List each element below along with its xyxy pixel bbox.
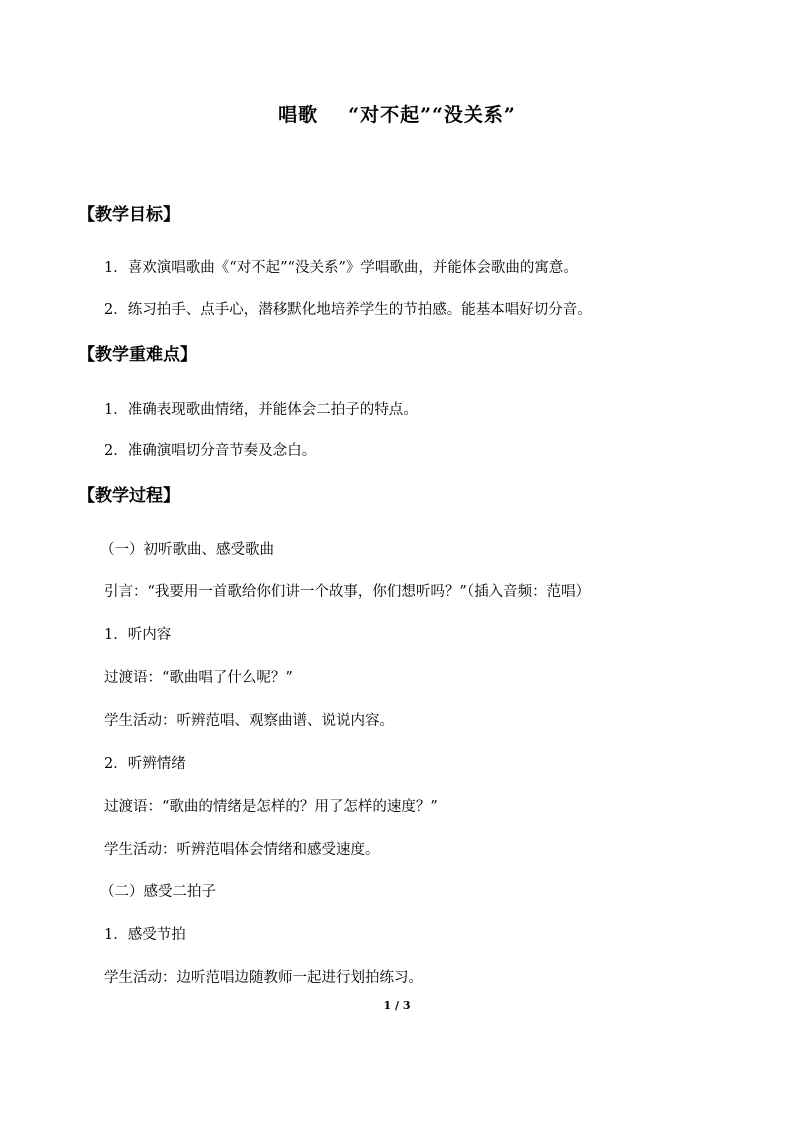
key-point-item: 2．准确演唱切分音节奏及念白。 (104, 443, 317, 459)
process-line: 学生活动：听辨范唱体会情绪和感受速度。 (104, 842, 380, 858)
objective-item: 1．喜欢演唱歌曲《“对不起”“没关系”》学唱歌曲，并能体会歌曲的寓意。 (104, 260, 578, 276)
page-title (0, 106, 794, 125)
process-subheading: （一）初听歌曲、感受歌曲 (100, 542, 274, 558)
process-line: 1．听内容 (104, 627, 172, 643)
process-line: 过渡语：“歌曲唱了什么呢？” (104, 670, 293, 686)
process-line: 过渡语：“歌曲的情绪是怎样的？用了怎样的速度？” (104, 799, 438, 815)
objective-item: 2．练习拍手、点手心，潜移默化地培养学生的节拍感。能基本唱好切分音。 (104, 302, 592, 318)
process-line: 学生活动：边听范唱边随教师一起进行划拍练习。 (104, 970, 423, 986)
process-line: 1．感受节拍 (104, 927, 186, 943)
title-part-1: 唱歌 (278, 104, 319, 126)
process-line: 引言：“我要用一首歌给你们讲一个故事，你们想听吗？”（插入音频：范唱） (104, 584, 591, 600)
process-subheading: （二）感受二拍子 (100, 884, 216, 900)
process-line: 学生活动：听辨范唱、观察曲谱、说说内容。 (104, 713, 394, 729)
section-heading-objectives: 【教学目标】 (78, 205, 180, 225)
key-point-item: 1．准确表现歌曲情绪，并能体会二拍子的特点。 (104, 402, 418, 418)
page-indicator: 1 / 3 (383, 999, 411, 1012)
title-part-2: “对不起”“没关系” (348, 104, 516, 126)
process-line: 2．听辨情绪 (104, 756, 186, 772)
section-heading-key-points: 【教学重难点】 (78, 345, 197, 365)
section-heading-process: 【教学过程】 (78, 486, 180, 506)
